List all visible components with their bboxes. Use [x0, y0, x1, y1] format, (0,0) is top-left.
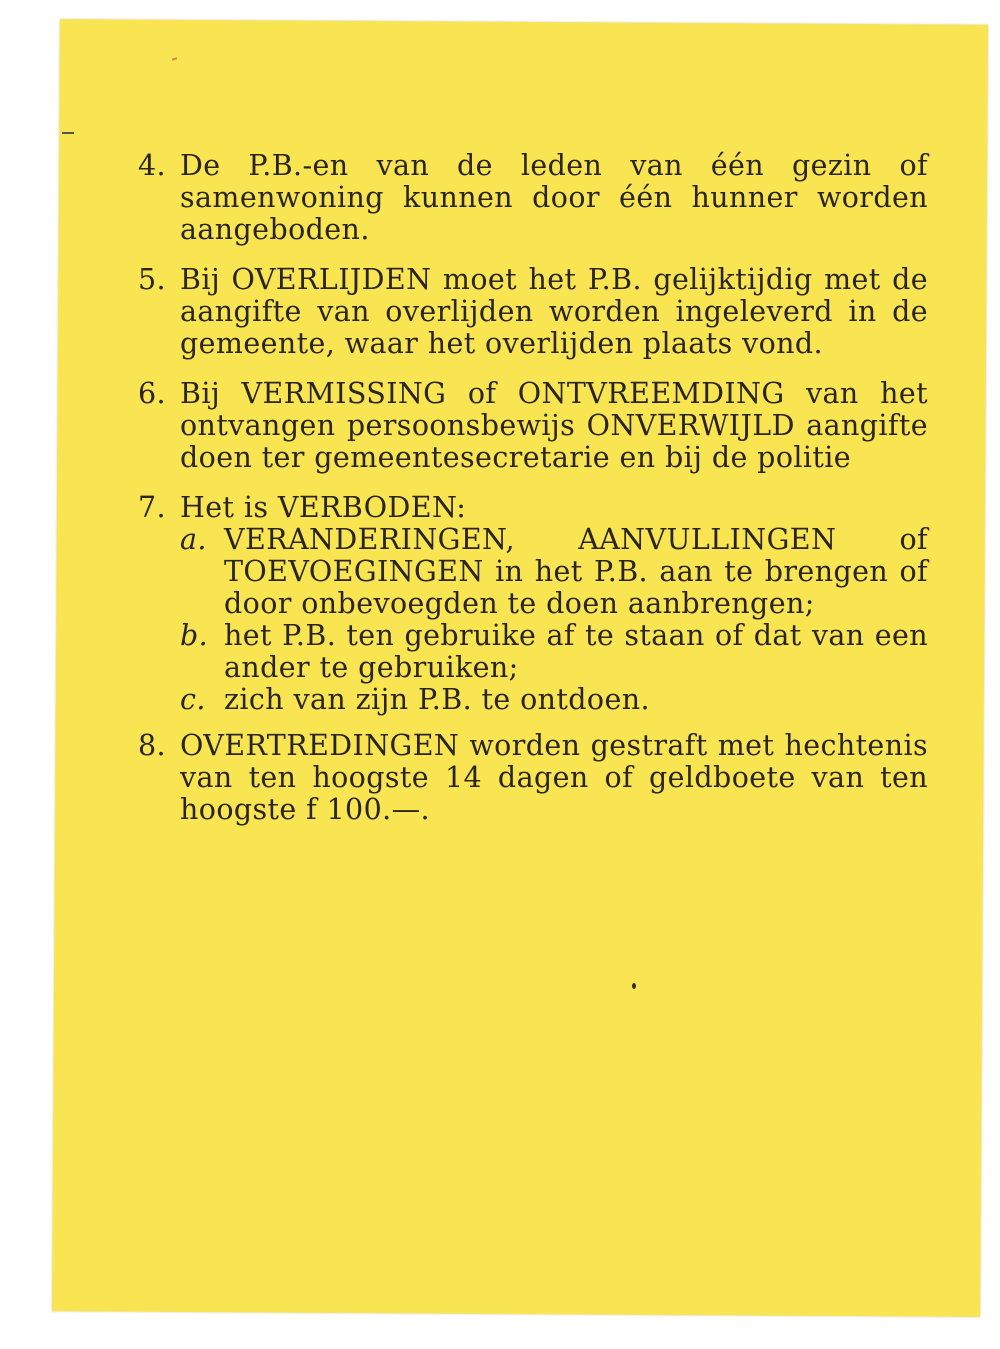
rule-subitem-a — [180, 524, 928, 620]
subitem-letter: a. — [180, 523, 207, 556]
subitem-letter: c. — [180, 683, 206, 716]
rule-number: 6. — [138, 377, 166, 410]
subitem-letter: b. — [180, 619, 209, 652]
rule-number: 7. — [138, 491, 166, 524]
rules-list — [128, 150, 928, 844]
rule-text: Het is VERBODEN: — [180, 491, 467, 524]
rule-text: Bij OVERLIJDEN moet het P.B. gelijktijdig met de aangifte van overlijden worden ingeleverd in de gemeente, waar het overlijden plaats vond. — [180, 263, 928, 360]
edge-mark — [62, 132, 74, 134]
rule-subitem-c — [180, 684, 928, 716]
rule-text: Bij VERMISSING of ONTVREEMDING van het ontvangen persoonsbewijs ONVERWIJLD aangifte doen ter gemeentesecretarie en bij de politie — [180, 377, 928, 474]
rule-item-8 — [128, 730, 928, 826]
rule-number: 4. — [138, 149, 166, 182]
rule-text: De P.B.-en van de leden van één gezin of samenwoning kunnen door één hunner worden aangeboden. — [180, 149, 928, 246]
subitem-text: het P.B. ten gebruike af te staan of dat van een ander te gebruiken; — [224, 619, 928, 684]
rule-text: OVERTREDINGEN worden gestraft met hechtenis van ten hoogste 14 dagen of geldboete van ten hoogste f 100.—. — [180, 729, 928, 826]
subitem-text: zich van zijn P.B. te ontdoen. — [224, 683, 650, 716]
rule-subitem-b — [180, 620, 928, 684]
rule-item-7 — [128, 492, 928, 716]
rule-item-6 — [128, 378, 928, 474]
ink-dot — [632, 983, 636, 989]
rule-item-4 — [128, 150, 928, 246]
rule-number: 8. — [138, 729, 166, 762]
rule-number: 5. — [138, 263, 166, 296]
subitem-text: VERANDERINGEN, AANVULLINGEN of TOEVOEGINGEN in het P.B. aan te brengen of door onbevoegden te doen aanbrengen; — [224, 523, 928, 620]
rule-item-5 — [128, 264, 928, 360]
